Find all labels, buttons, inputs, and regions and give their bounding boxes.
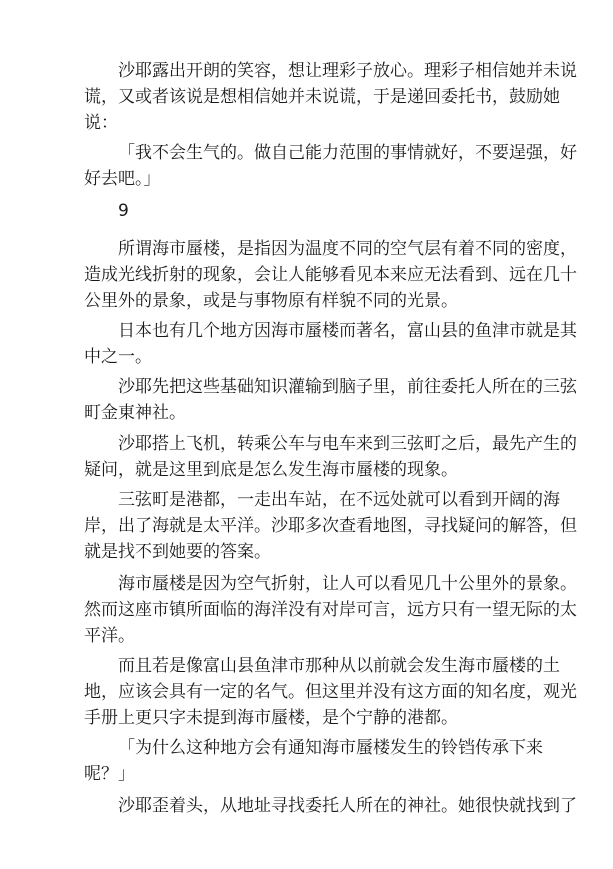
- paragraph-11: 沙耶歪着头，从地址寻找委托人所在的神社。她很快就找到了: [118, 796, 577, 816]
- paragraph-8: 海市蜃楼是因为空气折射，让人可以看见几十公里外的景象。 然而这座市镇所面临的海洋没有对岸可言，远方只有一望无际的太 平洋。: [84, 574, 577, 646]
- paragraph-7: 三弦町是港都，一走出车站，在不远处就可以看到开阔的海 岸，出了海就是太平洋。沙耶多次查看地图，寻找疑问的解答，但 就是找不到她要的答案。: [84, 490, 577, 562]
- paragraph-5: 沙耶先把这些基础知识灌输到脑子里，前往委托人所在的三弦 町金東神社。: [84, 377, 577, 423]
- paragraph-9: 而且若是像富山县鱼津市那种从以前就会发生海市蜃楼的土 地，应该会具有一定的名气。但这里并没有这方面的知名度，观光 手册上更只字未提到海市蜃楼，是个宁静的港都。: [84, 656, 577, 728]
- section-number: 9: [118, 201, 129, 221]
- paragraph-10-dialogue: 「为什么这种地方会有通知海市蜃楼发生的铃铛传承下来 呢？」: [84, 738, 543, 784]
- paragraph-2-dialogue: 「我不会生气的。做自己能力范围的事情就好，不要逞强，好 好去吧。」: [84, 143, 577, 189]
- paragraph-1: 沙耶露出开朗的笑容，想让理彩子放心。理彩子相信她并未说 谎，又或者该说是想相信她并未说谎，于是递回委托书，鼓励她 说：: [84, 61, 577, 133]
- paragraph-4: 日本也有几个地方因海市蜃楼而著名，富山县的鱼津市就是其 中之一。: [84, 321, 577, 367]
- paragraph-6: 沙耶搭上飞机，转乘公车与电车来到三弦町之后，最先产生的 疑问，就是这里到底是怎么发生海市蜃楼的现象。: [84, 434, 577, 480]
- paragraph-3: 所谓海市蜃楼，是指因为温度不同的空气层有着不同的密度， 造成光线折射的现象，会让人能够看见本来应无法看到、远在几十 公里外的景象，或是与事物原有样貌不同的光景。: [84, 239, 577, 311]
